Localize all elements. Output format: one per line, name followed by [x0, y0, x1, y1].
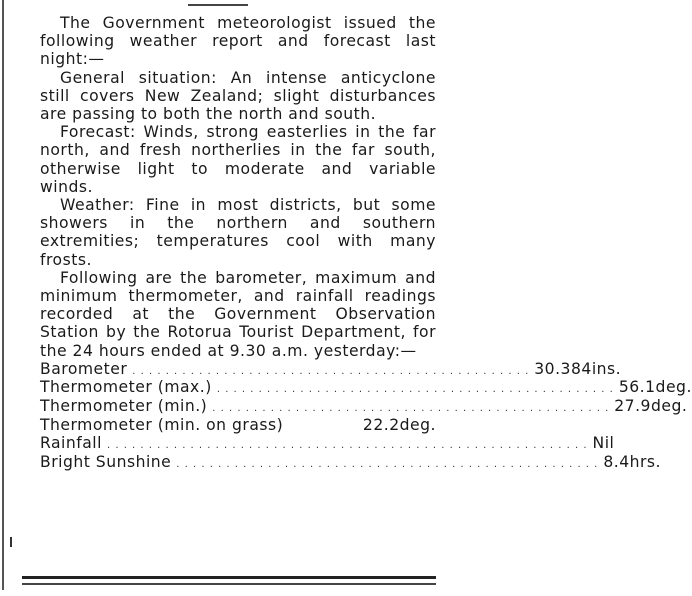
- forecast-paragraph: Forecast: Winds, strong easterlies in the far north, and fresh northerlies in the far south, otherwise light to moderate and variable winds.: [40, 123, 436, 196]
- bottom-divider: [22, 576, 436, 579]
- leader-dots: . . . . . . . . . . . . . . . . . . . . . . . . . . . . . . . . . . . . . . . . . . . . . . . . . . .: [176, 458, 599, 470]
- reading-label: Bright Sunshine: [40, 452, 172, 471]
- reading-value: 30.384ins.: [534, 359, 622, 378]
- leader-dots: . . . . . . . . . . . . . . . . . . . . . . . . . . . . . . . . . . . . . . . . . . . . . . . .: [212, 403, 610, 415]
- top-divider: [188, 4, 248, 6]
- reading-value: 56.1deg.: [618, 378, 692, 397]
- margin-mark: [10, 537, 12, 547]
- bottom-divider-secondary: [22, 583, 436, 585]
- reading-value: Nil: [592, 434, 615, 453]
- leader-dots: . . . . . . . . . . . . . . . . . . . . . . . . . . . . . . . . . . . . . . . . . . . . . . . .: [216, 384, 614, 396]
- reading-row-sunshine: [40, 452, 662, 472]
- column-rule: [2, 0, 4, 590]
- leader-dots: . . . . . . . . . . . . . . . . . . . . . . . . . . . . . . . . . . . . . . . . . . . . . . . . . . . . . . . . . .: [106, 440, 588, 452]
- readings-list: [40, 359, 692, 472]
- reading-value: 22.2deg.: [362, 415, 436, 434]
- intro-paragraph: The Government meteorologist issued the following weather report and forecast last night:—: [40, 14, 436, 69]
- reading-label: Thermometer (min. on grass): [40, 415, 284, 434]
- reading-row-barometer: [40, 359, 622, 379]
- general-situation-paragraph: General situation: An intense anticyclone still covers New Zealand; slight disturbances are passing to both the north and south.: [40, 68, 436, 124]
- reading-row-thermometer-grass: [40, 416, 436, 435]
- weather-report-article: [40, 14, 692, 471]
- reading-label: Barometer: [40, 359, 128, 378]
- reading-value: 27.9deg.: [614, 397, 688, 416]
- weather-paragraph: Weather: Fine in most districts, but some showers in the northern and southern extremities; temperatures cool with many frosts.: [40, 196, 436, 269]
- readings-intro-paragraph: Following are the barometer, maximum and minimum thermometer, and rainfall readings recorded at the Government Observation Station by the Rotorua Tourist Department, for the 24 hours ended at 9.30 a.m. yesterday:—: [40, 268, 436, 360]
- leader-dots: . . . . . . . . . . . . . . . . . . . . . . . . . . . . . . . . . . . . . . . . . . . . . . . .: [132, 365, 530, 377]
- reading-label: Rainfall: [40, 434, 102, 453]
- reading-value: 8.4hrs.: [603, 452, 662, 471]
- reading-label: Thermometer (max.): [40, 378, 212, 397]
- reading-row-rainfall: [40, 434, 615, 453]
- reading-row-thermometer-max: [40, 378, 692, 397]
- reading-label: Thermometer (min.): [40, 397, 208, 416]
- reading-row-thermometer-min: [40, 397, 688, 416]
